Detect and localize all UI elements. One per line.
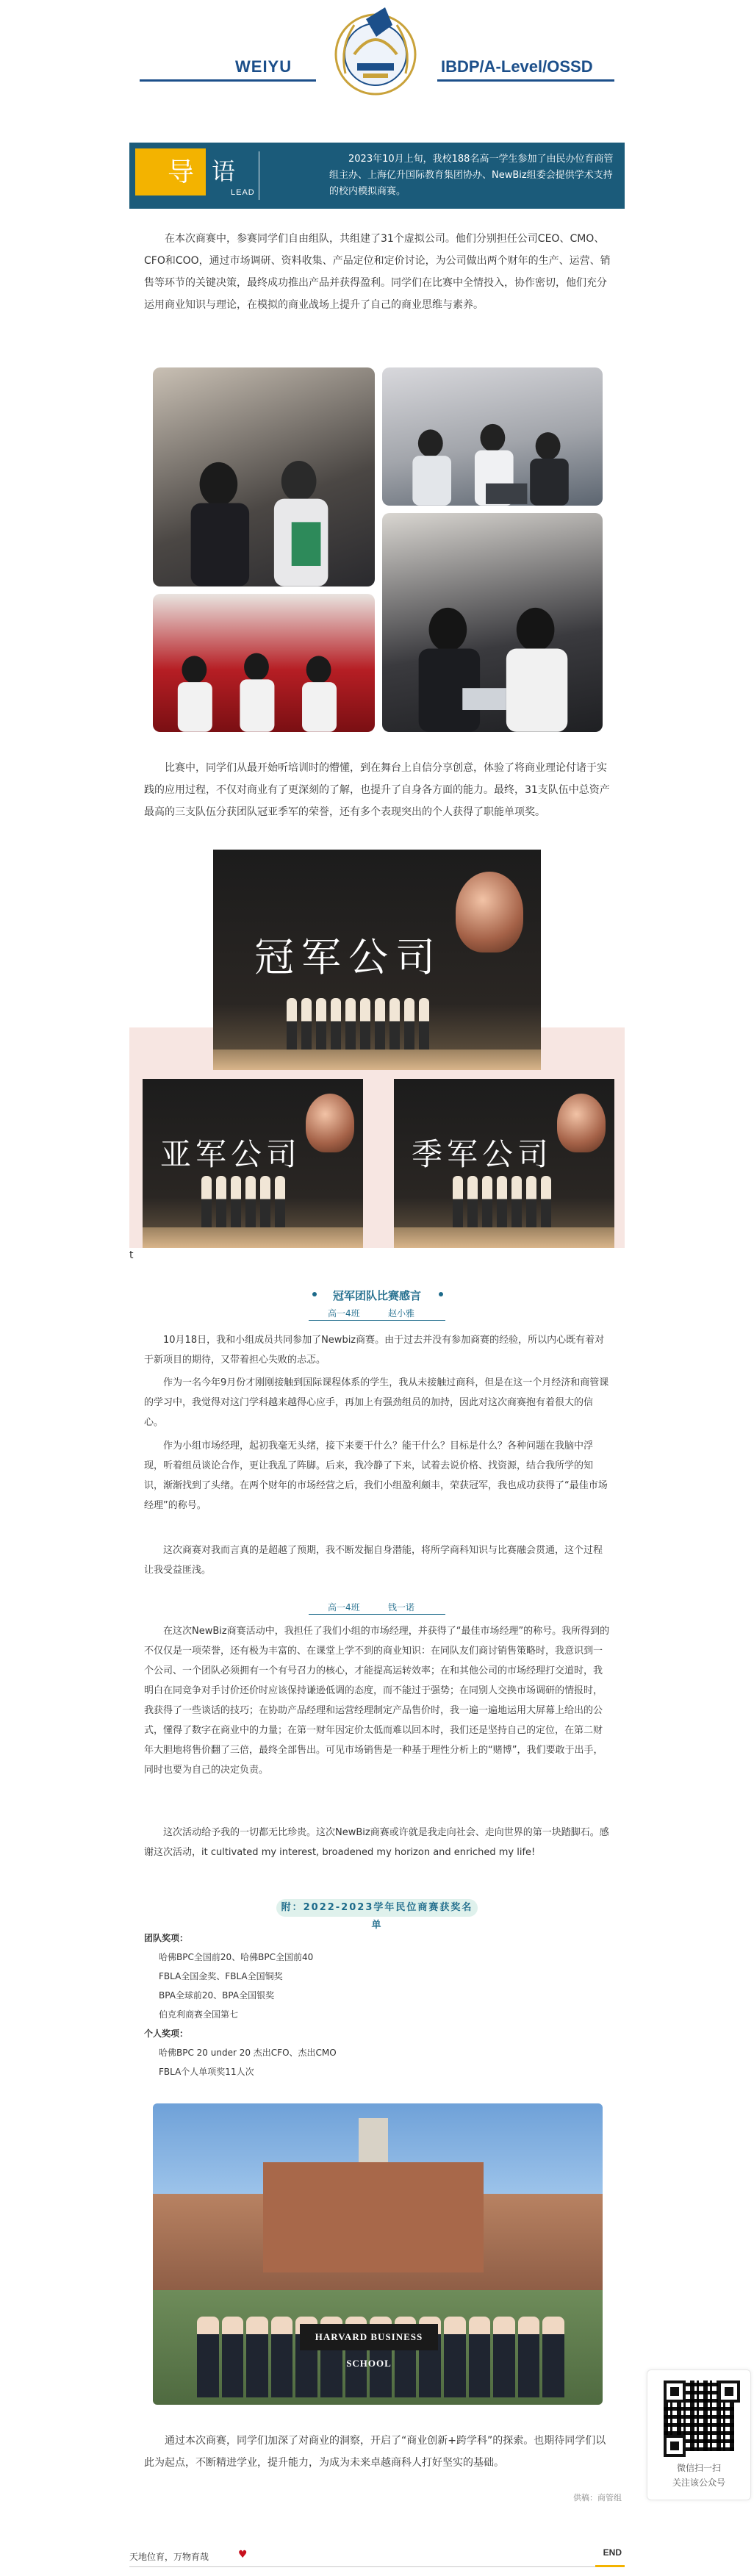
photo-audience [153, 594, 375, 732]
header-divider-left [140, 79, 316, 82]
awards-banner: 附：2022-2023学年民位商赛获奖名单 [276, 1899, 478, 1917]
author2-paragraph-1: 在这次NewBiz商赛活动中，我担任了我们小组的市场经理，并获得了“最佳市场经理”的称号。我所得到的不仅仅是一项荣誉，还有极为丰富的、在课堂上学不到的商业知识：在同队友们商讨销售策略时，我意识到一个公司、一个团队必须拥有一个有号召力的核心，才能提高运转效率；在和其他公司的市场经理打交道时，我明白在同竞争对手讨价还价时应该保持谦逊低调的态度，而不能过于强势；在同别人交换市场调研的情报时，我获得了一些谈话的技巧；在协助产品经理和运营经理制定产品售价时，我一遍一遍地运用大屏幕上给出的公式，懂得了数字在商业中的力量；在第一财年因定价太低而难以回本时，我们还是坚持自己的定位，在第二财年大胆地将售价翻了三倍，最终全部售出。可见市场销售是一种基于理性分析上的“赌博”，我们要敢于出手，同时也要为自己的决定负责。 [144, 1626, 610, 1776]
trophy-icon [557, 1094, 606, 1152]
end-label: END [603, 2547, 622, 2558]
team-award-item: BPA全球前20、BPA全国银奖 [159, 1990, 275, 2001]
author1-underline [309, 1320, 445, 1321]
winner-group [453, 1176, 551, 1227]
paragraph-2: 比赛中，同学们从最开始听培训时的懵懂，到在舞台上自信分享创意，体验了将商业理论付诸于实践的应用过程，不仅对商业有了更深刻的了解，也提升了自身各方面的能力。最终，31支队伍中总资产最高的三支队伍分获团队冠亚季军的荣誉，还有多个表现突出的个人获得了职能单项奖。 [144, 762, 610, 818]
building [263, 2162, 484, 2272]
winner-group [201, 1176, 285, 1227]
footer [129, 2544, 625, 2574]
champion-title: 冠军公司 [254, 934, 442, 980]
champion-photo-wrapper [213, 850, 541, 1070]
second-title: 亚军公司 [160, 1136, 302, 1172]
closing-paragraph: 通过本次商赛，同学们加深了对商业的洞察，开启了“商业创新+跨学科”的探索。也期待同学们以此为起点，不断精进学业，提升能力，为成为未来卓越商科人打好坚实的基础。 [144, 2435, 606, 2469]
winner-group [287, 998, 429, 1050]
author2-class: 高一4班 [328, 1602, 360, 1612]
stage-floor [394, 1227, 614, 1248]
author1-paragraph-3: 作为小组市场经理，起初我毫无头绪，接下来要干什么？能干什么？目标是什么？各种问题在我脑中浮现，听着组员谈论合作，更让我乱了阵脚。后来，我冷静了下来，试着去说价格、找资源，结合我所学的知识，渐渐找到了头绪。在两个财年的市场经营之后，我们小组盈利颇丰，荣获冠军，我也成功获得了“最佳市场经理”的称号。 [144, 1441, 608, 1511]
author2-name: 钱一诺 [388, 1602, 415, 1612]
brand-right: IBDP/A-Level/OSSD [441, 57, 593, 76]
photo-figures [153, 455, 373, 586]
author2-paragraph-2: 这次活动给予我的一切都无比珍贵。这次NewBiz商赛或许就是我走向社会、走向世界的第一块踏脚石。感谢这次活动，it cultivated my interest, broadened my horizon and enriched my life! [144, 1827, 609, 1858]
team-award-item: FBLA全国金奖、FBLA全国铜奖 [159, 1971, 283, 1981]
stage-floor [213, 1050, 541, 1070]
photo-figures [153, 649, 362, 732]
awards-list [144, 1929, 614, 2081]
qr-finder-icon [718, 2381, 740, 2403]
author1-paragraph-4: 这次商赛对我而言真的是超越了预期，我不断发掘自身潜能，将所学商科知识与比赛融会贯通，这个过程让我受益匪浅。 [144, 1545, 603, 1576]
intro-text: 2023年10月上旬，我校188名高一学生参加了由民办位育商管组主办、上海亿升国际教育集团协办、NewBiz组委会提供学术支持的校内模拟商赛。 [329, 154, 614, 197]
qr-code-card[interactable] [647, 2369, 751, 2500]
qr-finder-icon [664, 2381, 686, 2403]
intro-char-2: 语 [212, 157, 236, 185]
third-award-photo [394, 1079, 614, 1248]
intro-banner [129, 143, 625, 209]
header-divider-right [437, 79, 614, 82]
hbs-sign: HARVARD BUSINESS SCHOOL [300, 2324, 438, 2350]
author1-paragraph-1: 10月18日，我和小组成员共同参加了Newbiz商赛。由于过去并没有参加商赛的经验，所以内心既有着对于新项目的期待，又带着担心失败的忐忑。 [144, 1335, 605, 1366]
team-awards-heading: 团队奖项： [144, 1933, 189, 1943]
author1-name: 赵小雅 [388, 1308, 415, 1319]
photo-students-laptop [382, 367, 603, 506]
second-award-photo [143, 1079, 363, 1248]
photo-students-reading [153, 367, 375, 586]
individual-award-item: 哈佛BPC 20 under 20 杰出CFO、杰出CMO [159, 2048, 337, 2058]
stage-floor [143, 1227, 363, 1248]
author1-class: 高一4班 [328, 1308, 360, 1319]
team-award-item: 伯克利商赛全国第七 [159, 2009, 239, 2020]
author2-underline [309, 1614, 445, 1615]
individual-award-item: FBLA个人单项奖11人次 [159, 2067, 254, 2077]
qr-caption-1: 微信扫一扫 [676, 2463, 721, 2473]
champion-award-photo [213, 850, 541, 1070]
photo-figures [382, 423, 589, 506]
photo-figures [382, 600, 601, 732]
footer-accent [595, 2565, 625, 2567]
individual-awards-heading: 个人奖项： [144, 2028, 189, 2039]
third-title: 季军公司 [412, 1136, 553, 1172]
author1-paragraph-2: 作为一名今年9月份才刚刚接触到国际课程体系的学生，我从未接触过商科，但是在这一个月经济和商管课的学习中，我觉得对这门学科越来越得心应手，再加上有强劲组员的加持，因此对这次商赛抱有着很大的信心。 [144, 1377, 609, 1428]
team-award-item: 哈佛BPC全国前20、哈佛BPC全国前40 [159, 1952, 314, 1962]
trophy-icon [306, 1094, 354, 1152]
intro-lead-label: LEAD [231, 188, 255, 197]
footer-slogan: 天地位育，万物育哉 [129, 2552, 209, 2562]
heart-icon: ♥ [238, 2549, 248, 2561]
reflection-title: 冠军团队比赛感言 [332, 1289, 421, 1302]
intro-char-1: 导 [168, 157, 195, 187]
source-credit: 供稿：商管组 [573, 2493, 622, 2503]
qr-finder-icon [664, 2435, 686, 2457]
footer-divider [129, 2566, 625, 2567]
school-crest-logo [325, 3, 426, 106]
harvard-group-photo [153, 2103, 603, 2405]
header [140, 0, 614, 110]
photo-students-tablet [382, 513, 603, 732]
trophy-icon [456, 872, 523, 952]
qr-caption-2: 关注该公众号 [672, 2478, 725, 2488]
stray-character: t [129, 1249, 134, 1261]
paragraph-1: 在本次商赛中，参赛同学们自由组队，共组建了31个虚拟公司。他们分别担任公司CEO、CMO、CFO和COO，通过市场调研、资料收集、产品定位和定价讨论，为公司做出两个财年的生产、运营、销售等环节的关键决策，最终成功推出产品并获得盈利。同学们在比赛中全情投入，协作密切，他们充分运用商业知识与理论，在模拟的商业战场上提升了自己的商业思维与素养。 [144, 233, 611, 311]
brand-left: WEIYU [235, 57, 292, 76]
